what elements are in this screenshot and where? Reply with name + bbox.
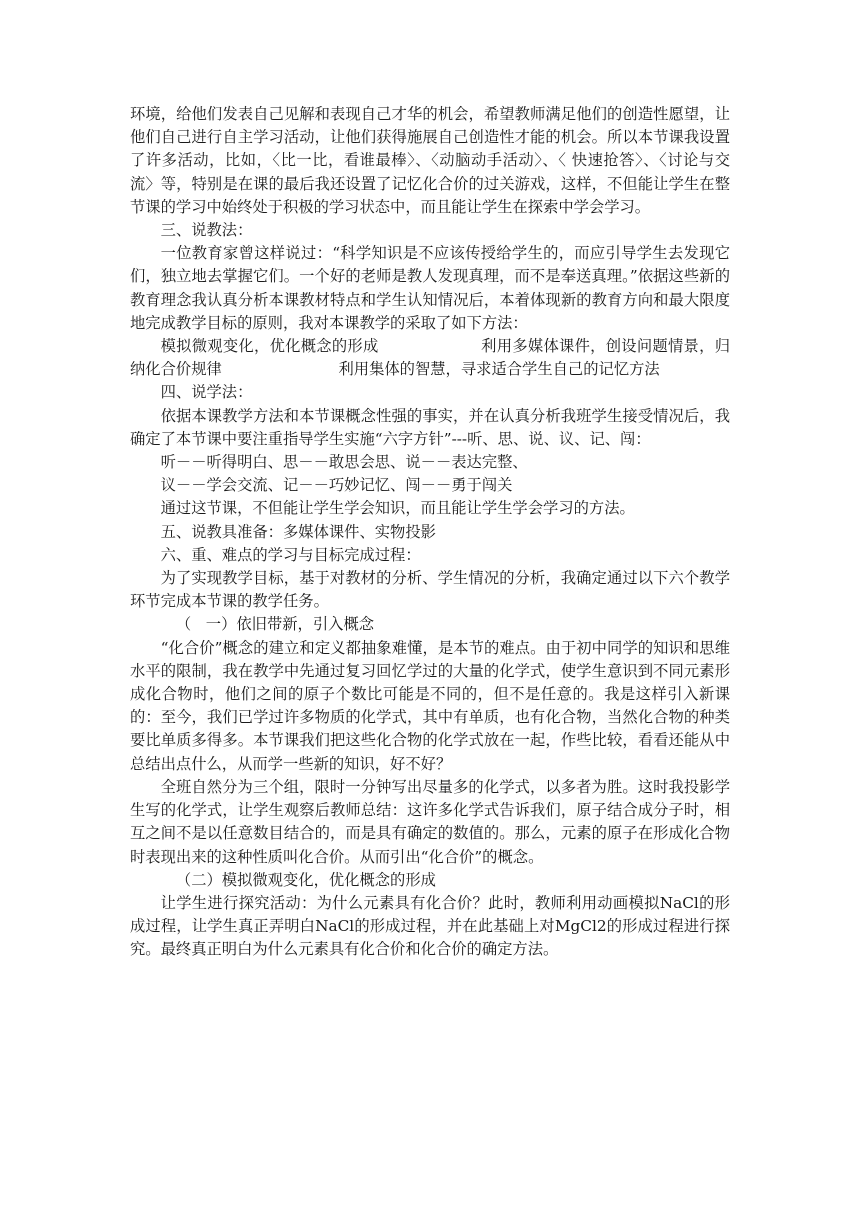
heading-teaching-aids: 五、说教具准备：多媒体课件、实物投影 xyxy=(160,522,436,541)
paragraph-valence-intro: “化合价”概念的建立和定义都抽象难懂，是本节的难点。由于初中同学的知识和思维水平的限制，我在教学中先通过复习回忆学过的大量的化学式，使学生意识到不同元素形成化合物时，他们之间的原子个数比可能是不同的，但不是任意的。我是这样引入新课的：至今，我们已学过许多物质的化学式，其中有单质，也有化合物，当然化合物的种类要比单质多得多。本节课我们把这些化合物的化学式放在一起，作些比较，看看还能从中总结出点什么，从而学一些新的知识，好不好？ xyxy=(130,638,730,773)
heading-learning-method: 四、说学法： xyxy=(160,383,253,402)
paragraph-inquiry-activity: 让学生进行探究活动：为什么元素具有化合价？此时，教师利用动画模拟NaCl的形成过程，让学生真正弄明白NaCl的形成过程，并在此基础上对MgCl2的形成过程进行探究。最终真正明白为什么元素具有化合价和化合价的确定方法。 xyxy=(130,893,730,959)
paragraph-six-words-2: 议－－学会交流、记－－巧妙记忆、闯－－勇于闯关 xyxy=(160,476,513,495)
heading-step-one: （ 一）依旧带新，引入概念 xyxy=(175,615,375,634)
paragraph-six-words-1: 听－－听得明白、思－－敢思会思、说－－表达完整、 xyxy=(160,453,528,472)
paragraph-learning-method: 依据本课教学方法和本节课概念性强的事实，并在认真分析我班学生接受情况后，我确定了本节课中要注重指导学生实施“六字方针”---听、思、说、议、记、闯： xyxy=(130,406,730,448)
paragraph-intro-continued: 环境，给他们发表自己见解和表现自己才华的机会，希望教师满足他们的创造性愿望，让他们自己进行自主学习活动，让他们获得施展自己创造性才能的机会。所以本节课我设置了许多活动，比如，〈比一比，看谁最棒〉、〈动脑动手活动〉、〈 快速抢答〉、〈讨论与交流〉等，特别是在课的最后我还设置了记忆化合价的过关游戏，这样，不但能让学生在整节课的学习中始终处于积极的学习状态中，而且能让学生在探索中学会学习。 xyxy=(130,105,730,216)
document-page xyxy=(130,103,730,962)
heading-teaching-method: 三、说教法： xyxy=(160,221,253,240)
paragraph-lesson-outcome: 通过这节课，不但能让学生学会知识，而且能让学生学会学习的方法。 xyxy=(160,499,635,518)
paragraph-teaching-method: 一位教育家曾这样说过：“科学知识是不应该传授给学生的，而应引导学生去发现它们，独立地去掌握它们。一个好的老师是教人发现真理，而不是奉送真理。”依据这些新的教育理念我认真分析本课教材特点和学生认知情况后，本着体现新的教育方向和最大限度地完成教学目标的原则，我对本课教学的采取了如下方法： xyxy=(130,244,730,332)
paragraph-class-activity: 全班自然分为三个组，限时一分钟写出尽量多的化学式，以多者为胜。这时我投影学生写的化学式，让学生观察后教师总结：这许多化学式告诉我们，原子结合成分子时，相互之间不是以任意数目结合的，而是具有确定的数值的。那么，元素的原子在形成化合物时表现出来的这种性质叫化合价。从而引出“化合价”的概念。 xyxy=(130,777,730,866)
paragraph-method-list: 模拟微观变化，优化概念的形成 利用多媒体课件，创设问题情景，归纳化合价规律 利用集体的智慧，寻求适合学生自己的记忆方法 xyxy=(130,337,730,379)
heading-key-points: 六、重、难点的学习与目标完成过程： xyxy=(160,545,421,564)
paragraph-six-steps: 为了实现教学目标，基于对教材的分析、学生情况的分析，我确定通过以下六个教学环节完成本节课的教学任务。 xyxy=(130,569,730,611)
heading-step-two: （二）模拟微观变化，优化概念的形成 xyxy=(175,870,436,889)
